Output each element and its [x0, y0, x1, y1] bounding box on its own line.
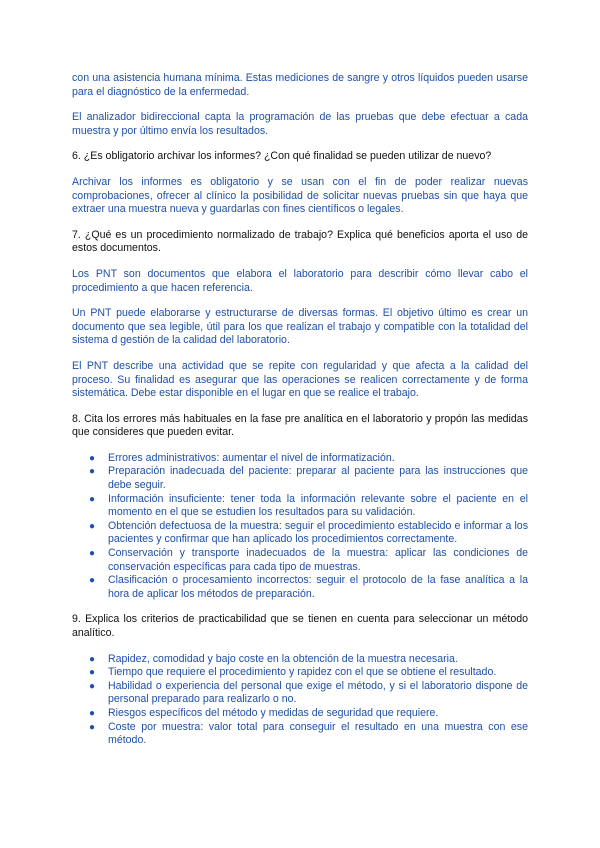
list-item: ● Errores administrativos: aumentar el nivel de informatización. — [89, 451, 395, 464]
answer-paragraph: con una asistencia humana mínima. Estas mediciones de sangre y otros líquidos pueden usarse para el diagnóstico de la enfermedad. — [72, 72, 528, 98]
list-item: ● Rapidez, comodidad y bajo coste en la obtención de la muestra necesaria. — [89, 652, 458, 665]
bullet-icon: ● — [89, 707, 96, 719]
list-item: ● Preparación inadecuada del paciente: preparar al paciente para las instrucciones que debe seguir. — [89, 465, 528, 492]
bullet-icon: ● — [89, 452, 96, 464]
answer-paragraph: Un PNT puede elaborarse y estructurarse de diversas formas. El objetivo último es crear un documento que sea legible, útil para los que realizan el trabajo y compatible con la totalidad del sistema d gestión de la calidad del laboratorio. — [72, 307, 528, 347]
bullet-icon: ● — [89, 493, 96, 505]
list-item: ● Información insuficiente: tener toda la información relevante sobre el paciente en el momento en el que se estudien los resultados para su validación. — [89, 492, 528, 519]
criteria-list — [72, 653, 528, 748]
question-9: 9. Explica los criterios de practicabilidad que se tienen en cuenta para seleccionar un método analítico. — [72, 613, 528, 639]
question-6: 6. ¿Es obligatorio archivar los informes? ¿Con qué finalidad se pueden utilizar de nuevo? — [72, 150, 492, 163]
answer-paragraph: Los PNT son documentos que elabora el laboratorio para describir cómo llevar cabo el procedimiento a que hacen referencia. — [72, 267, 528, 294]
question-8: 8. Cita los errores más habituales en la fase pre analítica en el laboratorio y propón las medidas que consideres que pueden evitar. — [72, 412, 528, 439]
bullet-icon: ● — [89, 680, 96, 692]
list-item: ● Coste por muestra: valor total para conseguir el resultado en una muestra con ese método. — [89, 720, 528, 747]
list-item: ● Habilidad o experiencia del personal que exige el método, y si el laboratorio dispone de personal preparado para realizarlo o no. — [89, 679, 528, 706]
bullet-icon: ● — [89, 548, 96, 560]
bullet-icon: ● — [89, 520, 96, 532]
list-item: ● Riesgos específicos del método y medidas de seguridad que requiere. — [89, 706, 439, 719]
list-item: ● Conservación y transporte inadecuados de la muestra: aplicar las condiciones de conservación específicas para cada tipo de muestras. — [89, 547, 528, 573]
bullet-icon: ● — [89, 575, 96, 587]
list-item: ● Obtención defectuosa de la muestra: seguir el procedimiento establecido e informar a los pacientes y confirmar que han aplicado los procedimientos correctamente. — [89, 519, 528, 546]
answer-paragraph: El analizador bidireccional capta la programación de las pruebas que debe efectuar a cada muestra y por último envía los resultados. — [72, 111, 528, 137]
errors-list — [72, 452, 528, 602]
document-body — [72, 72, 528, 748]
bullet-icon: ● — [89, 721, 96, 733]
bullet-icon: ● — [89, 466, 96, 478]
answer-paragraph: El PNT describe una actividad que se repite con regularidad y que afecta a la calidad del proceso. Su finalidad es asegurar que las operaciones se realicen correctamente y de forma sistemática. Debe estar disponible en el lugar en que se realice el trabajo. — [72, 359, 528, 400]
answer-paragraph: Archivar los informes es obligatorio y se usan con el fin de poder realizar nuevas comprobaciones, ofrecer al clínico la posibilidad de solicitar nuevas pruebas sin que haya que extraer una muestra nueva y guardarlas con fines científicos o legales. — [72, 175, 528, 216]
list-item: ● Tiempo que requiere el procedimiento y rapidez con el que se obtiene el resultado. — [89, 666, 497, 679]
list-item: ● Clasificación o procesamiento incorrectos: seguir el protocolo de la fase analítica a la hora de aplicar los métodos de preparación. — [89, 574, 528, 600]
bullet-icon: ● — [89, 653, 96, 665]
bullet-icon: ● — [89, 667, 96, 679]
question-7: 7. ¿Qué es un procedimiento normalizado de trabajo? Explica qué beneficios aporta el uso de estos documentos. — [72, 228, 528, 255]
